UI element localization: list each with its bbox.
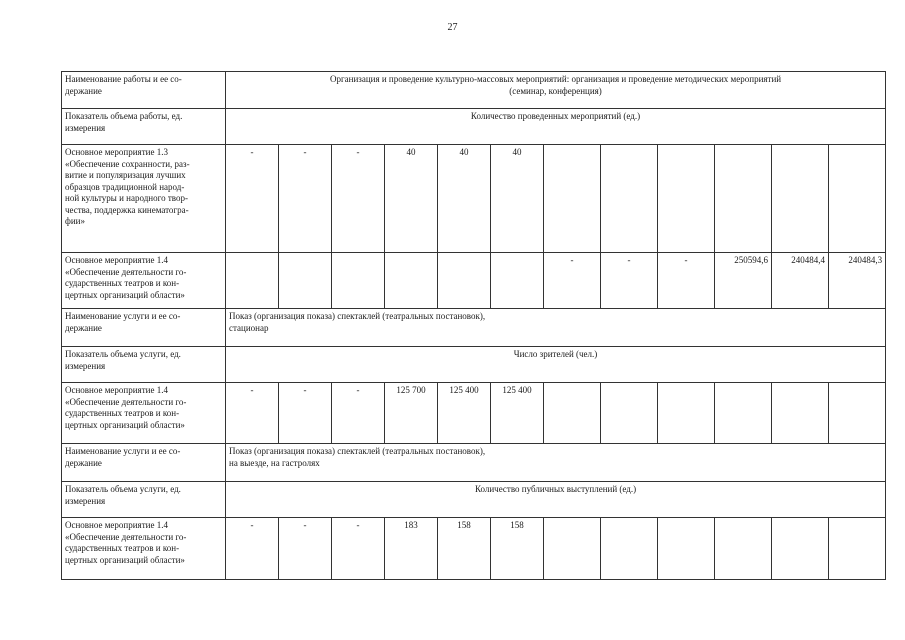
value-cell: - <box>332 145 385 253</box>
value-cell: - <box>279 518 332 580</box>
value-cell <box>829 518 886 580</box>
value-cell <box>385 253 438 309</box>
row-label-line: Наименование работы и ее со- <box>65 74 182 84</box>
value-cell: - <box>332 383 385 444</box>
merged-description-cell <box>226 444 886 482</box>
value-cell <box>601 518 658 580</box>
description-line: Показ (организация показа) спектаклей (театральных постановок), <box>229 446 486 456</box>
description-line: Показ (организация показа) спектаклей (театральных постановок), <box>229 311 486 321</box>
row-label-line: цертных организаций области» <box>65 419 185 430</box>
row-label-line: Показатель объема услуги, ед. <box>65 484 181 494</box>
value-cell <box>279 253 332 309</box>
value-cell: - <box>332 518 385 580</box>
value-cell: 40 <box>385 145 438 253</box>
value-cell: - <box>226 518 279 580</box>
value-cell <box>438 253 491 309</box>
value-cell <box>226 253 279 309</box>
value-cell <box>829 383 886 444</box>
value-cell: 240484,4 <box>772 253 829 309</box>
merged-description-cell <box>226 309 886 347</box>
row-label-line: держание <box>65 457 102 468</box>
table-row <box>62 109 886 145</box>
merged-description-cell <box>226 482 886 518</box>
value-cell <box>491 253 544 309</box>
value-cell <box>658 518 715 580</box>
description-line: на выезде, на гастролях <box>229 457 320 468</box>
row-label-line: измерения <box>65 495 106 506</box>
table-row <box>62 347 886 383</box>
row-label <box>62 482 226 518</box>
description-line: Число зрителей (чел.) <box>513 349 598 359</box>
row-label-line: «Обеспечение деятельности го- <box>65 396 187 407</box>
value-cell <box>601 145 658 253</box>
row-label <box>62 444 226 482</box>
table-body <box>62 72 886 580</box>
value-cell: - <box>544 253 601 309</box>
description-line: Количество проведенных мероприятий (ед.) <box>470 111 641 121</box>
row-label-line: Показатель объема услуги, ед. <box>65 349 181 359</box>
value-cell: - <box>279 145 332 253</box>
row-label-line: держание <box>65 322 102 333</box>
merged-description-cell <box>226 109 886 145</box>
value-cell: - <box>601 253 658 309</box>
data-table <box>61 71 886 580</box>
row-label-line: фии» <box>65 216 85 226</box>
row-label-line: образцов традиционной народ- <box>65 181 185 192</box>
value-cell: 250594,6 <box>715 253 772 309</box>
value-cell <box>332 253 385 309</box>
row-label <box>62 347 226 383</box>
value-cell: 158 <box>491 518 544 580</box>
value-cell <box>829 145 886 253</box>
description-line: стационар <box>229 322 269 333</box>
value-cell <box>601 383 658 444</box>
merged-description-cell <box>226 72 886 109</box>
value-cell <box>772 145 829 253</box>
row-label-line: «Обеспечение деятельности го- <box>65 531 187 542</box>
value-cell <box>772 383 829 444</box>
description-line: (семинар, конференция) <box>509 85 602 96</box>
row-label <box>62 309 226 347</box>
table-row <box>62 145 886 253</box>
value-cell: 40 <box>491 145 544 253</box>
value-cell <box>658 145 715 253</box>
value-cell <box>544 518 601 580</box>
row-label-line: Основное мероприятие 1.3 <box>65 147 168 157</box>
value-cell <box>544 383 601 444</box>
value-cell: 183 <box>385 518 438 580</box>
table-row <box>62 253 886 309</box>
value-cell <box>658 383 715 444</box>
value-cell <box>772 518 829 580</box>
row-label-line: измерения <box>65 360 106 371</box>
value-cell: - <box>226 383 279 444</box>
value-cell: - <box>226 145 279 253</box>
value-cell: 158 <box>438 518 491 580</box>
row-label <box>62 72 226 109</box>
row-label-line: витие и популяризация лучших <box>65 170 186 180</box>
row-label <box>62 383 226 444</box>
value-cell: 125 700 <box>385 383 438 444</box>
row-label-line: сударственных театров и кон- <box>65 278 180 288</box>
value-cell <box>544 145 601 253</box>
table-row <box>62 518 886 580</box>
row-label-line: цертных организаций области» <box>65 289 185 300</box>
row-label-line: Основное мероприятие 1.4 <box>65 255 168 265</box>
row-label-line: сударственных театров и кон- <box>65 543 180 553</box>
row-label-line: Основное мероприятие 1.4 <box>65 520 168 530</box>
row-label-line: «Обеспечение деятельности го- <box>65 266 187 277</box>
row-label-line: Основное мероприятие 1.4 <box>65 385 168 395</box>
row-label-line: Наименование услуги и ее со- <box>65 311 181 321</box>
value-cell: - <box>658 253 715 309</box>
value-cell <box>715 383 772 444</box>
table-row <box>62 383 886 444</box>
row-label-line: сударственных театров и кон- <box>65 408 180 418</box>
table-row <box>62 482 886 518</box>
row-label <box>62 145 226 253</box>
row-label-line: измерения <box>65 122 106 133</box>
merged-description-cell <box>226 347 886 383</box>
row-label-line: «Обеспечение сохранности, раз- <box>65 158 190 169</box>
table-row <box>62 444 886 482</box>
row-label-line: цертных организаций области» <box>65 554 185 565</box>
value-cell: 125 400 <box>491 383 544 444</box>
row-label-line: ной культуры и народного твор- <box>65 193 188 203</box>
value-cell <box>715 518 772 580</box>
description-line: Организация и проведение культурно-массовых мероприятий: организация и проведение методических мероприятий <box>329 74 782 84</box>
row-label-line: чества, поддержка кинематогра- <box>65 204 189 215</box>
value-cell <box>715 145 772 253</box>
row-label <box>62 109 226 145</box>
row-label-line: держание <box>65 85 102 96</box>
table-row <box>62 72 886 109</box>
value-cell: 240484,3 <box>829 253 886 309</box>
page-number: 27 <box>447 22 458 33</box>
row-label-line: Наименование услуги и ее со- <box>65 446 181 456</box>
value-cell: 40 <box>438 145 491 253</box>
value-cell: - <box>279 383 332 444</box>
description-line: Количество публичных выступлений (ед.) <box>474 484 637 494</box>
table-row <box>62 309 886 347</box>
value-cell: 125 400 <box>438 383 491 444</box>
row-label-line: Показатель объема работы, ед. <box>65 111 183 121</box>
row-label <box>62 518 226 580</box>
row-label <box>62 253 226 309</box>
